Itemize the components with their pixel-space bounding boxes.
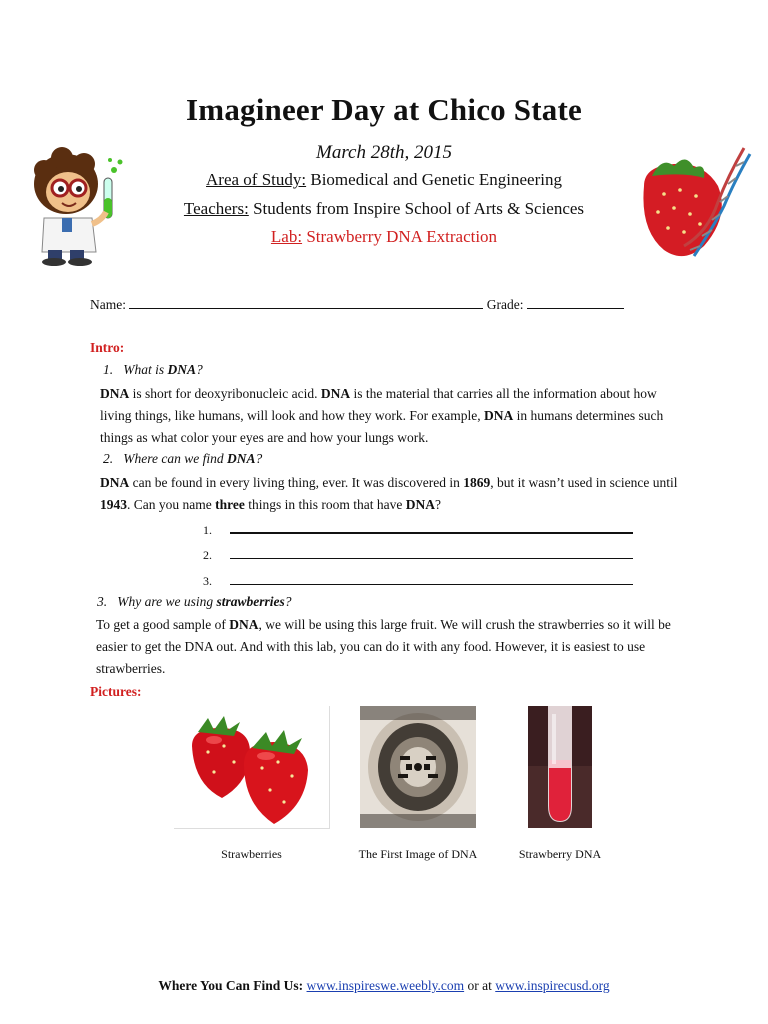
- area-label: Area of Study:: [206, 170, 307, 189]
- first-dna-image-photo: [360, 706, 476, 828]
- answer-blank-1[interactable]: [230, 520, 633, 534]
- blank-line-2: 2.: [203, 546, 633, 563]
- strawberry-dna-photo: [528, 706, 592, 828]
- event-date: March 28th, 2015: [316, 142, 452, 163]
- pictures-heading: Pictures:: [90, 684, 142, 699]
- answer-1: DNA is short for deoxyribonucleic acid. DNA is the material that carries all the information about how living things, like humans, will look and how they work. For example, DNA in humans determines such things as what color your eyes are and how your lungs work.: [100, 386, 664, 445]
- caption-first-dna-image: The First Image of DNA: [358, 847, 478, 861]
- name-field[interactable]: [129, 296, 483, 309]
- x-ray-diffraction-icon: [360, 706, 476, 828]
- question-1: 1. What is DNA?: [103, 362, 203, 377]
- answer-blank-2[interactable]: [230, 546, 633, 559]
- teachers-value: Students from Inspire School of Arts & Sciences: [248, 199, 585, 218]
- answer-blank-3[interactable]: [230, 572, 633, 585]
- blank-line-1: 1.: [203, 520, 633, 538]
- question-3: 3. Why are we using strawberries?: [97, 594, 292, 609]
- page-title: Imagineer Day at Chico State: [186, 92, 582, 127]
- caption-strawberries: Strawberries: [221, 847, 282, 861]
- name-label: Name:: [90, 297, 126, 312]
- inspirecusd-link[interactable]: www.inspirecusd.org: [495, 978, 610, 993]
- lab-label: Lab:: [270, 227, 303, 246]
- footer-label: Where You Can Find Us:: [158, 978, 304, 993]
- strawberries-icon: [174, 706, 329, 828]
- strawberries-photo: [174, 706, 330, 829]
- answer-3: To get a good sample of DNA, we will be using this large fruit. We will crush the strawberries so it will be easier to get the DNA out. And with this lab, you can do it with any food. However, it is easiest to use strawberries.: [96, 617, 671, 676]
- teachers-label: Teachers:: [183, 199, 249, 218]
- grade-label: Grade:: [486, 297, 524, 312]
- question-2: 2. Where can we find DNA?: [103, 451, 263, 466]
- test-tube-icon: [528, 706, 592, 828]
- inspireswe-link[interactable]: www.inspireswe.weebly.com: [306, 978, 465, 993]
- name-grade-row: [90, 296, 624, 313]
- caption-strawberry-dna: Strawberry DNA: [518, 847, 602, 861]
- lab-value: Strawberry DNA Extraction: [302, 227, 498, 246]
- blank-line-3: 3.: [203, 572, 633, 589]
- area-value: Biomedical and Genetic Engineering: [306, 170, 562, 189]
- grade-field[interactable]: [527, 296, 624, 309]
- strawberry-dna-icon: [634, 146, 752, 264]
- footer-or: or at: [464, 978, 496, 993]
- intro-heading: Intro:: [90, 340, 125, 355]
- answer-2: DNA can be found in every living thing, ever. It was discovered in 1869, but it wasn’t used in science until 1943. Can you name three things in this room that have DNA?: [100, 475, 678, 512]
- scientist-cartoon-icon: [22, 140, 130, 268]
- footer: [0, 978, 768, 994]
